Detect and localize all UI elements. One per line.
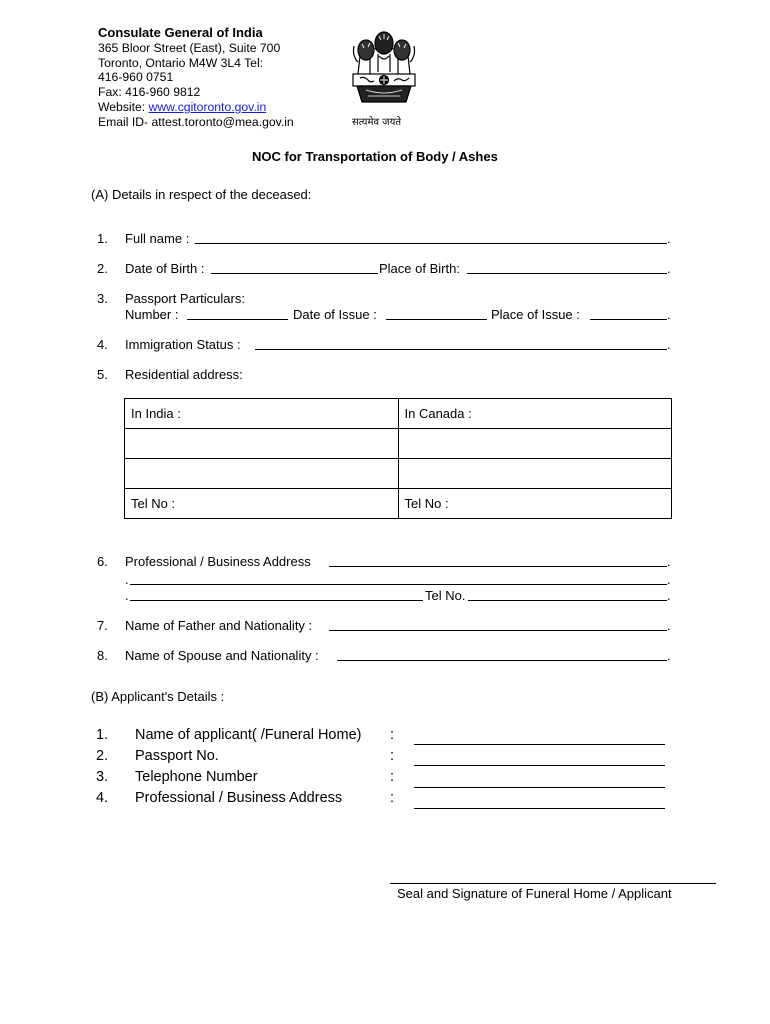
email-line: Email ID- attest.toronto@mea.gov.in <box>98 115 294 129</box>
b-colon-3: : <box>390 769 395 785</box>
item-4-number: 4. <box>97 337 108 352</box>
residential-address-label: Residential address: <box>125 367 243 382</box>
passport-number-label: Number : <box>125 307 179 322</box>
immigration-status-label: Immigration Status : <box>125 337 241 352</box>
section-b-heading: (B) Applicant's Details : <box>91 689 225 704</box>
applicant-name-label: Name of applicant( /Funeral Home) <box>135 727 362 743</box>
applicant-business-address-label: Professional / Business Address <box>135 790 343 806</box>
address-line-1: 365 Bloor Street (East), Suite 700 <box>98 41 281 55</box>
business-tel-label: Tel No. <box>425 588 466 603</box>
applicant-telephone-field[interactable] <box>414 787 665 788</box>
date-of-issue-label: Date of Issue : <box>293 307 377 322</box>
address-line-2: Toronto, Ontario M4W 3L4 Tel: <box>98 56 264 70</box>
emblem-motto: सत्यमेव जयते <box>352 117 402 128</box>
website-label: Website: <box>98 100 149 114</box>
business-tel-field[interactable] <box>468 600 667 601</box>
india-address-line-2[interactable] <box>125 459 399 489</box>
form-title: NOC for Transportation of Body / Ashes <box>252 149 498 164</box>
b-item-2-number: 2. <box>96 748 109 764</box>
table-row <box>125 399 672 429</box>
business-address-field-2[interactable] <box>130 584 667 585</box>
spouse-dot: . <box>667 648 671 663</box>
b-item-3-number: 3. <box>96 769 109 785</box>
business-dot-2-right: . <box>667 572 671 587</box>
in-india-header: In India : <box>125 399 399 429</box>
signature-line[interactable] <box>390 883 716 884</box>
father-dot: . <box>667 618 671 633</box>
table-row <box>125 459 672 489</box>
place-of-issue-label: Place of Issue : <box>491 307 580 322</box>
date-of-issue-field[interactable] <box>386 319 487 320</box>
immigration-status-field[interactable] <box>255 349 667 350</box>
passport-dot: . <box>667 307 671 322</box>
residential-address-table <box>124 398 672 519</box>
full-name-dot: . <box>667 231 671 246</box>
dob-dot: . <box>667 261 671 276</box>
business-dot-3-right: . <box>667 588 671 603</box>
business-address-field-3[interactable] <box>130 600 423 601</box>
section-a-heading: (A) Details in respect of the deceased: <box>91 187 312 202</box>
spouse-field[interactable] <box>337 660 667 661</box>
business-dot-1: . <box>667 554 671 569</box>
business-address-label: Professional / Business Address <box>125 554 311 569</box>
father-field[interactable] <box>329 630 667 631</box>
address-line-3: 416-960 0751 <box>98 70 174 84</box>
website-line <box>98 100 266 115</box>
india-tel-cell[interactable]: Tel No : <box>125 489 399 519</box>
consulate-name: Consulate General of India <box>98 25 263 40</box>
place-of-birth-label: Place of Birth: <box>379 261 460 276</box>
passport-number-field[interactable] <box>187 319 288 320</box>
father-label: Name of Father and Nationality : <box>125 618 313 633</box>
fax-line: Fax: 416-960 9812 <box>98 85 201 99</box>
b-colon-4: : <box>390 790 395 806</box>
signature-caption: Seal and Signature of Funeral Home / Applicant <box>397 886 672 901</box>
applicant-business-address-field[interactable] <box>414 808 665 809</box>
b-colon-2: : <box>390 748 395 764</box>
in-canada-header: In Canada : <box>398 399 672 429</box>
canada-address-line-2[interactable] <box>398 459 672 489</box>
applicant-telephone-label: Telephone Number <box>135 769 258 785</box>
full-name-label: Full name : <box>125 231 190 246</box>
dob-label: Date of Birth : <box>125 261 205 276</box>
canada-address-line-1[interactable] <box>398 429 672 459</box>
item-7-number: 7. <box>97 618 108 633</box>
applicant-passport-label: Passport No. <box>135 748 219 764</box>
place-of-issue-field[interactable] <box>590 319 667 320</box>
b-item-1-number: 1. <box>96 727 109 743</box>
business-dot-3-left: . <box>125 588 129 603</box>
table-row <box>125 489 672 519</box>
b-item-4-number: 4. <box>96 790 109 806</box>
business-address-field-1[interactable] <box>329 566 667 567</box>
canada-tel-cell[interactable]: Tel No : <box>398 489 672 519</box>
dob-field[interactable] <box>211 273 378 274</box>
passport-particulars-label: Passport Particulars: <box>125 291 245 306</box>
immigration-dot: . <box>667 337 671 352</box>
item-8-number: 8. <box>97 648 108 663</box>
b-colon-1: : <box>390 727 395 743</box>
item-5-number: 5. <box>97 367 108 382</box>
website-link[interactable]: www.cgitoronto.gov.in <box>148 100 267 114</box>
applicant-name-field[interactable] <box>414 744 665 745</box>
applicant-passport-field[interactable] <box>414 765 665 766</box>
india-address-line-1[interactable] <box>125 429 399 459</box>
place-of-birth-field[interactable] <box>467 273 667 274</box>
item-6-number: 6. <box>97 554 108 569</box>
business-dot-2-left: . <box>125 572 129 587</box>
item-3-number: 3. <box>97 291 108 306</box>
full-name-field[interactable] <box>195 243 667 244</box>
item-2-number: 2. <box>97 261 108 276</box>
national-emblem-icon <box>348 26 420 116</box>
table-row <box>125 429 672 459</box>
spouse-label: Name of Spouse and Nationality : <box>125 648 319 663</box>
item-1-number: 1. <box>97 231 108 246</box>
